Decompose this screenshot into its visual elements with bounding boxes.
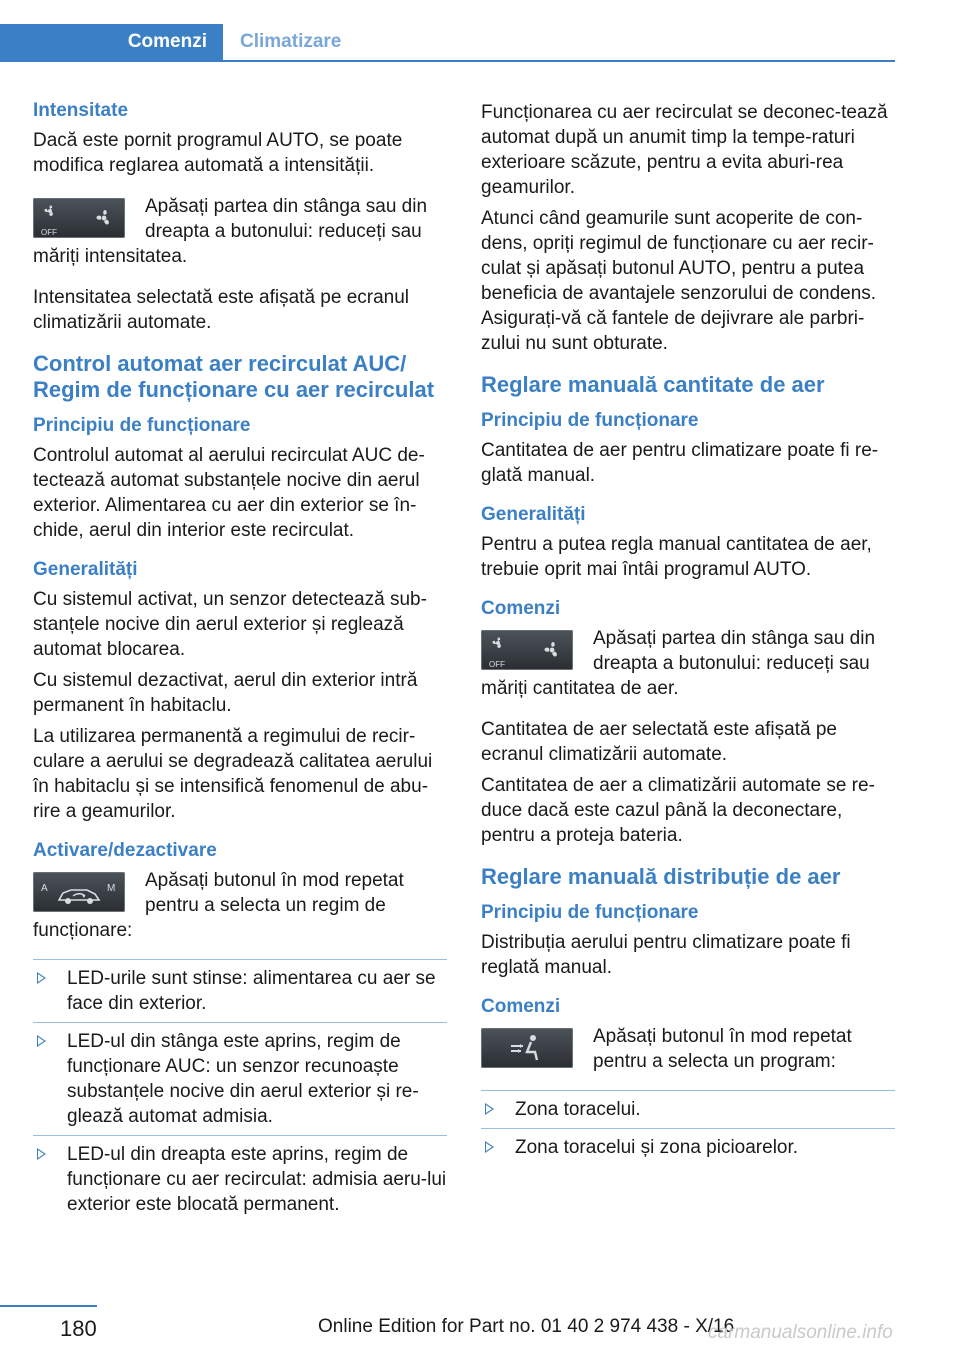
paragraph: Pentru a putea regla manual cantitatea de aer, trebuie oprit mai întâi programul AUTO. bbox=[481, 534, 872, 580]
car-recirculation-icon bbox=[55, 882, 103, 906]
subheading: Comenzi bbox=[481, 598, 561, 619]
paragraph: Cantitatea de aer selectată este afișată pe ecranul climatizării automate. bbox=[481, 719, 837, 765]
icon-paragraph bbox=[481, 626, 895, 701]
fan-large-icon bbox=[93, 207, 115, 229]
footer-divider bbox=[0, 1305, 97, 1307]
list-item bbox=[33, 959, 447, 1022]
m-label: M bbox=[107, 883, 116, 894]
subheading: Generalități bbox=[33, 559, 138, 580]
list-item bbox=[481, 1128, 895, 1166]
subheading: Activare/dezactivare bbox=[33, 840, 217, 861]
subheading: Comenzi bbox=[481, 996, 561, 1017]
triangle-bullet-icon bbox=[485, 1103, 494, 1115]
icon-paragraph-text: Apăsați partea din stânga sau din dreapta a butonului: reduceți sau măriți cantitatea de aer. bbox=[481, 628, 876, 699]
a-label: A bbox=[41, 883, 48, 894]
fan-button-icon bbox=[33, 198, 125, 238]
heading-air-distribution: Reglare manuală distribuție de aer bbox=[481, 864, 841, 889]
page-number: 180 bbox=[60, 1316, 97, 1341]
list-item-text: LED-ul din dreapta este aprins, regim de funcționare cu aer recirculat: admisia aeru-lui exterior este blocată permanent. bbox=[67, 1144, 447, 1215]
subheading: Principiu de funcționare bbox=[481, 902, 699, 923]
paragraph: Cantitatea de aer a climatizării automate se re-duce dacă este cazul până la deconectare, pentru a proteja bateria. bbox=[481, 775, 875, 846]
tab-comenzi[interactable]: Comenzi bbox=[0, 24, 223, 60]
fan-small-icon bbox=[41, 204, 59, 218]
paragraph: Cu sistemul activat, un senzor detectează sub-stanțele nocive din aerul exterior și reglează automat blocarea. bbox=[33, 589, 427, 660]
recirculation-button-icon bbox=[33, 872, 125, 912]
subheading: Generalități bbox=[481, 504, 586, 525]
list-item-text: LED-urile sunt stinse: alimentarea cu aer se face din exterior. bbox=[67, 968, 436, 1014]
subheading: Principiu de funcționare bbox=[33, 415, 251, 436]
triangle-bullet-icon bbox=[37, 1035, 46, 1047]
triangle-bullet-icon bbox=[37, 1148, 46, 1160]
icon-paragraph bbox=[33, 868, 447, 943]
led-mode-list bbox=[33, 959, 447, 1223]
subheading: Principiu de funcționare bbox=[481, 410, 699, 431]
fan-large-icon bbox=[541, 639, 563, 661]
icon-paragraph-text: Apăsați butonul în mod repetat pentru a selecta un program: bbox=[593, 1026, 852, 1072]
icon-paragraph bbox=[481, 1024, 895, 1074]
triangle-bullet-icon bbox=[485, 1141, 494, 1153]
list-item bbox=[481, 1090, 895, 1128]
icon-paragraph bbox=[33, 194, 447, 269]
left-column bbox=[33, 100, 447, 1223]
fan-button-icon bbox=[481, 630, 573, 670]
list-item-text: Zona toracelui și zona picioarelor. bbox=[515, 1137, 799, 1158]
icon-paragraph-text: Apăsați butonul în mod repetat pentru a selecta un regim de funcționare: bbox=[33, 870, 404, 941]
icon-paragraph-text: Apăsați partea din stânga sau din dreapta a butonului: reduceți sau măriți intensitatea. bbox=[33, 196, 428, 267]
seated-person-airflow-icon bbox=[509, 1034, 545, 1062]
distribution-list bbox=[481, 1090, 895, 1166]
list-item bbox=[33, 1135, 447, 1223]
heading-intensitate: Intensitate bbox=[33, 100, 129, 121]
off-label: OFF bbox=[489, 660, 505, 669]
fan-small-icon bbox=[489, 636, 507, 650]
right-column bbox=[481, 100, 895, 1166]
heading-air-quantity: Reglare manuală cantitate de aer bbox=[481, 372, 825, 397]
tab-climatizare[interactable]: Climatizare bbox=[240, 31, 342, 52]
header-divider bbox=[0, 60, 895, 62]
list-item-text: LED-ul din stânga este aprins, regim de funcționare AUC: un senzor recunoaște substanțele nocive din aerul exterior și re-glează automat admisia. bbox=[67, 1031, 419, 1127]
header-tabs bbox=[0, 24, 895, 62]
list-item-text: Zona toracelui. bbox=[515, 1099, 641, 1120]
paragraph: Cu sistemul dezactivat, aerul din exterior intră permanent în habitaclu. bbox=[33, 670, 418, 716]
paragraph: Distribuția aerului pentru climatizare poate fi reglată manual. bbox=[481, 932, 851, 978]
edition-note: Online Edition for Part no. 01 40 2 974 438 - X/16 bbox=[318, 1316, 735, 1337]
list-item bbox=[33, 1022, 447, 1135]
paragraph: La utilizarea permanentă a regimului de recir-culare a aerului se degradează calitatea aerului în habitaclu și se intensifică fenomenul de abu-rire a geamurilor. bbox=[33, 726, 433, 822]
paragraph: Intensitatea selectată este afișată pe ecranul climatizării automate. bbox=[33, 287, 410, 333]
heading-auc: Control automat aer recirculat AUC/ Regim de funcționare cu aer recirculat bbox=[33, 351, 435, 402]
air-distribution-button-icon bbox=[481, 1028, 573, 1068]
off-label: OFF bbox=[41, 228, 57, 237]
watermark: carmanualsonline.info bbox=[708, 1322, 893, 1343]
paragraph: Dacă este pornit programul AUTO, se poate modifica reglarea automată a intensității. bbox=[33, 130, 403, 176]
paragraph: Funcționarea cu aer recirculat se deconec-tează automat după un anumit timp la tempe-raturi exterioare scăzute, pentru a evita aburi-rea geamurilor. bbox=[481, 102, 888, 198]
paragraph: Controlul automat al aerului recirculat AUC de-tectează automat substanțele nocive din aerul exterior. Alimentarea cu aer din exterior se în-chide, aerul din interior este recirculat. bbox=[33, 445, 425, 541]
paragraph: Cantitatea de aer pentru climatizare poate fi re-glată manual. bbox=[481, 440, 879, 486]
paragraph: Atunci când geamurile sunt acoperite de con-dens, opriți regimul de funcționare cu aer recir-culat și apăsați butonul AUTO, pentru a putea beneficia de avantajele senzorului de condens. Asigurați-vă că fantele de dejivrare ale parbri-zului nu sunt obturate. bbox=[481, 208, 877, 354]
triangle-bullet-icon bbox=[37, 972, 46, 984]
